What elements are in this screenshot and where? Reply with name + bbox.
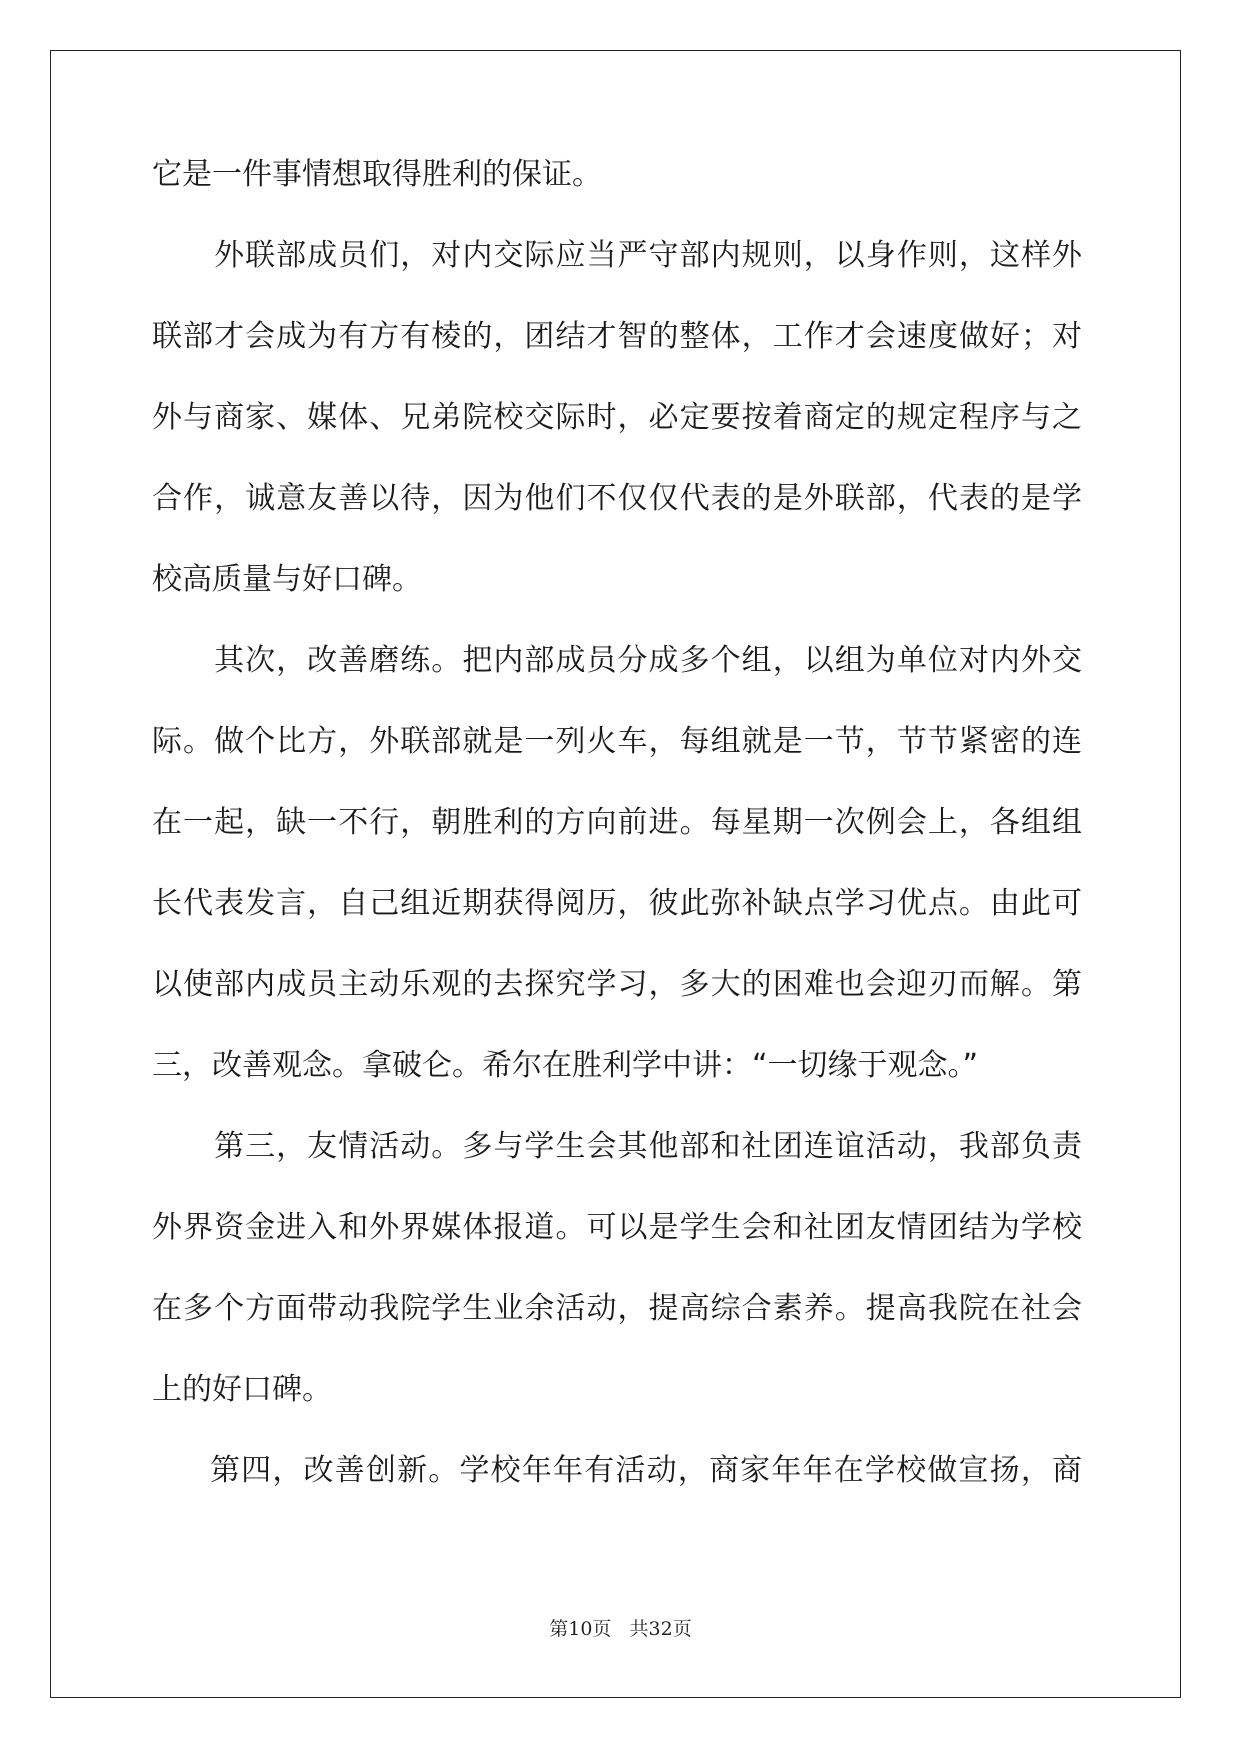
text-line: 以使部内成员主动乐观的去探究学习，多大的困难也会迎刃而解。第 — [152, 967, 1082, 1002]
text-line: 第四，改善创新。学校年年有活动，商家年年在学校做宣扬，商 — [210, 1453, 1082, 1488]
text-line: 它是一件事情想取得胜利的保证。 — [152, 157, 602, 192]
text-line: 其次，改善磨练。把内部成员分成多个组，以组为单位对内外交 — [152, 643, 1082, 678]
text-line: 外界资金进入和外界媒体报道。可以是学生会和社团友情团结为学校 — [152, 1210, 1082, 1245]
text-line: 外联部成员们，对内交际应当严守部内规则，以身作则，这样外 — [152, 238, 1082, 273]
text-line: 在多个方面带动我院学生业余活动，提高综合素养。提高我院在社会 — [152, 1291, 1082, 1326]
text-line: 联部才会成为有方有棱的，团结才智的整体，工作才会速度做好；对 — [152, 319, 1082, 354]
text-line: 上的好口碑。 — [152, 1372, 332, 1407]
text-line: 合作，诚意友善以待，因为他们不仅仅代表的是外联部，代表的是学 — [152, 481, 1082, 516]
text-line: 第三，友情活动。多与学生会其他部和社团连谊活动，我部负责 — [152, 1129, 1082, 1164]
text-line: 外与商家、媒体、兄弟院校交际时，必定要按着商定的规定程序与之 — [152, 400, 1082, 435]
text-line: 长代表发言，自己组近期获得阅历，彼此弥补缺点学习优点。由此可 — [152, 886, 1082, 921]
text-line: 三，改善观念。拿破仑。希尔在胜利学中讲：“一切缘于观念。” — [152, 1048, 979, 1083]
document-body — [152, 155, 1082, 1532]
text-line: 际。做个比方，外联部就是一列火车，每组就是一节，节节紧密的连 — [152, 724, 1082, 759]
page-number-footer: 第10页 共32页 — [549, 1618, 692, 1640]
text-line: 校高质量与好口碑。 — [152, 562, 422, 597]
text-line: 在一起，缺一不行，朝胜利的方向前进。每星期一次例会上，各组组 — [152, 805, 1082, 840]
